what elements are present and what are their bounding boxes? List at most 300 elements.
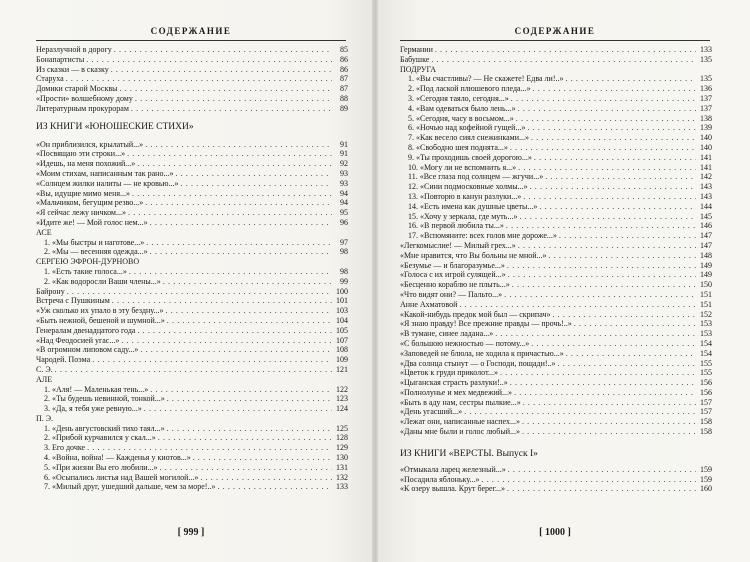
entry-title: «Вы, идущие мимо меня...» [36,188,131,198]
entry-page-number: 158 [700,417,712,427]
entry-page-number: 88 [340,93,348,103]
entry-page-number: 156 [700,378,712,388]
toc-entry [400,290,712,300]
dot-leader [508,465,696,475]
entry-page-number: 157 [700,407,712,417]
dot-leader [55,365,332,375]
section-title: ИЗ КНИГИ «ЮНОШЕСКИЕ СТИХИ» [36,121,194,132]
toc-entry [400,231,712,241]
toc-entry [400,349,712,359]
dot-leader [495,329,696,339]
entry-page-number: 142 [700,172,712,182]
entry-page-number: 149 [700,260,712,270]
dot-leader [150,385,332,395]
toc-group [36,45,348,114]
entry-title: «Полнолунье и мех медвежий...» [400,387,513,397]
toc-entry [400,368,712,378]
dot-leader [87,443,332,453]
entry-title: «Я сейчас лежу ничком...» [36,208,126,218]
entry-page-number: 128 [336,433,348,443]
toc-subheading [400,65,712,75]
entry-title: «Над Феодосией угас...» [36,335,120,345]
toc-subheading [36,414,348,424]
toc-entry [36,424,348,434]
toc-entry [400,270,712,280]
entry-title: «Посвящаю эти строки...» [36,149,126,159]
toc-entry [400,339,712,349]
entry-page-number: 108 [336,345,348,355]
entry-page-number: 136 [700,84,712,94]
dot-leader [135,94,332,104]
entry-title: Бабушке [400,54,430,64]
entry-page-number: 147 [700,231,712,241]
toc-subheading [36,257,348,267]
entry-title: «Мальчиком, бегущим резво...» [36,198,144,208]
dot-leader [92,355,332,365]
toc-entry [400,192,712,202]
book-gutter [372,0,378,562]
entry-title: Литературным прокурорам [36,103,129,113]
dot-leader [516,114,696,124]
running-head: СОДЕРЖАНИЕ [514,26,596,36]
dot-leader [181,179,332,189]
dot-leader [539,202,696,212]
entry-page-number: 91 [340,149,348,159]
toc-entry [36,84,348,94]
toc-entry [36,140,348,150]
entry-title: «Мне нравится, что Вы больны не мной...» [400,250,547,260]
toc-entry [400,182,712,192]
toc-entry [400,319,712,329]
dot-leader [435,45,696,55]
dot-leader [558,359,696,369]
dot-leader [574,319,696,329]
dot-leader [506,221,696,231]
toc-entry [400,378,712,388]
entry-title: 7. «Как весело сиял снежинками...» [408,133,529,143]
dot-leader [132,189,332,199]
entry-title: «День угасший...» [400,407,463,417]
entry-page-number: 129 [336,443,348,453]
dot-leader [167,394,332,404]
toc-entry [400,114,712,124]
entry-title: 6. «Осыпались листья над Вашей могилой...» [44,472,199,482]
entry-page-number: 105 [336,325,348,335]
entry-title: Бонапартисты [36,54,85,64]
toc-entry [400,465,712,475]
dot-leader [559,231,696,241]
entry-page-number: 147 [700,240,712,250]
dot-leader [545,172,696,182]
entry-title: АЛЕ [36,374,53,384]
toc-entry [400,241,712,251]
entry-title: 1. «Есть такие голоса...» [44,266,127,276]
entry-page-number: 94 [340,188,348,198]
toc-entry [36,149,348,159]
toc-entry [36,404,348,414]
dot-leader [140,345,332,355]
dot-leader [166,306,333,316]
toc-entry [36,385,348,395]
toc-entry [36,208,348,218]
page-number: [ 999 ] [177,527,205,538]
entry-page-number: 121 [336,364,348,374]
entry-title: «Что видят они? — Пальто...» [400,289,503,299]
dot-leader [523,192,696,202]
toc-entry [400,329,712,339]
dot-leader [193,453,332,463]
dot-leader [112,296,332,306]
toc-entry [36,267,348,277]
entry-title: «Я знаю правду! Все прежние правды — прочь!..» [400,319,572,329]
entry-title: 4. «Война, война! — Кажденья у киотов...» [44,453,191,463]
toc-group [400,45,712,437]
entry-page-number: 104 [336,315,348,325]
entry-page-number: 86 [340,54,348,64]
entry-title: «Какой-нибудь предок мой был — скрипач» [400,309,551,319]
toc-entry [36,238,348,248]
dot-leader [145,198,332,208]
entry-page-number: 138 [700,113,712,123]
entry-page-number: 154 [700,348,712,358]
entry-title: Из сказки — в сказку [36,64,109,74]
entry-page-number: 137 [700,93,712,103]
entry-title: 4. «Вам одеваться было лень...» [408,103,516,113]
entry-title: 2. «Прибой курчавился у скал...» [44,433,156,443]
entry-title: ПОДРУГА [400,64,437,74]
dot-leader [160,463,332,473]
toc-entry [36,473,348,483]
entry-title: «Два солнца стынут — о Господи, пощади!..» [400,358,556,368]
toc-entry [36,443,348,453]
toc-entry [400,104,712,114]
dot-leader [508,270,696,280]
entry-page-number: 97 [340,237,348,247]
dot-leader [523,398,696,408]
entry-title: 14. «Есть имена как душные цветы...» [408,201,538,211]
entry-page-number: 145 [700,211,712,221]
entry-page-number: 91 [340,139,348,149]
dot-leader [518,241,696,251]
entry-page-number: 160 [700,484,712,494]
dot-leader [217,482,332,492]
entry-page-number: 135 [700,54,712,64]
entry-page-number: 151 [700,299,712,309]
dot-leader [530,182,696,192]
toc-entry [400,55,712,65]
right-page [375,0,750,562]
entry-page-number: 151 [700,289,712,299]
entry-title: «Солнцем жилки налиты — не кровью...» [36,178,179,188]
entry-page-number: 107 [336,335,348,345]
toc-entry [36,189,348,199]
toc-entry [36,159,348,169]
toc-entry [36,179,348,189]
toc-entry [400,280,712,290]
entry-title: Домики старой Москвы [36,84,118,94]
entry-page-number: 92 [340,159,348,169]
entry-title: 5. «При жизни Вы его любили...» [44,462,158,472]
dot-leader [150,247,332,257]
entry-title: «Быть в аду нам, сестры пылкие...» [400,397,521,407]
entry-title: Германии [400,45,433,54]
entry-title: «Отмыкала ларец железный...» [400,464,506,474]
entry-page-number: 156 [700,387,712,397]
entry-title: 2. «Под лаской плюшевого пледа...» [408,84,531,94]
dot-leader [464,407,696,417]
entry-title: Встреча с Пушкиным [36,296,110,306]
dot-leader [511,94,696,104]
entry-title: 16. «В первой любила ты...» [408,221,504,231]
entry-page-number: 148 [700,250,712,260]
entry-page-number: 159 [700,464,712,474]
entry-page-number: 122 [336,384,348,394]
entry-page-number: 137 [700,103,712,113]
toc-entry [36,306,348,316]
toc-entry [36,247,348,257]
entry-title: «Он приблизился, крылатый...» [36,139,144,149]
entry-title: Генералам двенадцатого года [36,325,136,335]
dot-leader [510,378,696,388]
toc-entry [36,326,348,336]
entry-page-number: 157 [700,397,712,407]
entry-page-number: 100 [336,286,348,296]
entry-title: 9. «Ты проходишь своей дорогою...» [408,152,532,162]
entry-title: «Заповедей не блюла, не ходила к причастью...» [400,348,564,358]
toc-entry [36,74,348,84]
dot-leader [129,267,332,277]
dot-leader [522,417,696,427]
toc-entry [36,463,348,473]
entry-page-number: 93 [340,168,348,178]
dot-leader [459,300,696,310]
entry-title: «Голоса с их игрой сулящей...» [400,270,506,280]
dot-leader [131,104,332,114]
entry-page-number: 96 [340,217,348,227]
entry-page-number: 124 [336,404,348,414]
entry-title: «Посадила яблоньку...» [400,474,480,484]
entry-page-number: 152 [700,309,712,319]
entry-page-number: 141 [700,152,712,162]
toc-entry [400,123,712,133]
entry-title: 11. «Все глаза под солнцем — жгучи...» [408,172,544,182]
entry-title: «Цыганская страсть разлуки!..» [400,378,508,388]
toc-entry [36,94,348,104]
entry-page-number: 159 [700,474,712,484]
toc-entry [36,218,348,228]
entry-page-number: 155 [700,358,712,368]
toc-entry [36,198,348,208]
toc-entry [36,365,348,375]
entry-page-number: 143 [700,191,712,201]
entry-title: «Моим стихам, написанным так рано...» [36,168,174,178]
toc-entry [36,55,348,65]
entry-title: «Бесценно кораблю не плыть...» [400,280,510,290]
toc-entry [400,251,712,261]
dot-leader [500,368,696,378]
entry-title: 7. «Милый друг, ушедший дальше, чем за море!..» [44,482,216,492]
entry-title: 1. «Мы быстры и наготове...» [44,237,145,247]
entry-page-number: 146 [700,221,712,231]
toc-entry [400,163,712,173]
dot-leader [121,336,332,346]
dot-leader [566,74,697,84]
toc-entry [400,143,712,153]
running-head: СОДЕРЖАНИЕ [150,26,232,36]
entry-page-number: 153 [700,329,712,339]
entry-title: «Лежат они, написанные наспех...» [400,417,520,427]
entry-page-number: 155 [700,368,712,378]
dot-leader [144,404,332,414]
dot-leader [519,212,696,222]
toc-entry [400,300,712,310]
entry-page-number: 85 [340,45,348,54]
entry-page-number: 135 [700,74,712,84]
dot-leader [146,238,332,248]
toc-entry [36,453,348,463]
entry-page-number: 98 [340,247,348,257]
dot-leader [533,84,696,94]
header-rule [400,40,710,41]
dot-leader [137,159,332,169]
entry-title: «Безумье — и благоразумье...» [400,260,505,270]
toc-entry [400,133,712,143]
dot-leader [482,475,696,485]
dot-leader [534,153,696,163]
toc-entry [36,433,348,443]
toc-entry [400,484,712,494]
entry-title: Анне Ахматовой [400,299,458,309]
entry-page-number: 95 [340,208,348,218]
dot-leader [86,55,332,65]
entry-page-number: 132 [336,472,348,482]
entry-title: 15. «Хочу у зеркала, где муть...» [408,211,518,221]
entry-title: Байрону [36,286,65,296]
entry-title: П. Э. [36,413,54,423]
entry-title: С. Э. [36,364,53,374]
entry-title: 3. «Да, я тебя уже ревную...» [44,404,142,414]
entry-title: 6. «Ночью над кофейной гущей...» [408,123,526,133]
toc-entry [400,310,712,320]
entry-page-number: 130 [336,453,348,463]
entry-title: Старуха [36,74,64,84]
entry-page-number: 143 [700,182,712,192]
dot-leader [145,140,332,150]
dot-leader [549,251,696,261]
entry-title: 17. «Вспомяните: всех голов мне дороже...» [408,231,557,241]
entry-title: «Даны мне были и голос любый...» [400,427,520,437]
entry-page-number: 86 [340,64,348,74]
toc-entry [36,287,348,297]
entry-title: Чародей. Поэма [36,355,91,365]
toc-list [400,45,712,494]
entry-title: «С большою нежностью — потому...» [400,338,530,348]
dot-leader [150,218,332,228]
dot-leader [167,316,332,326]
entry-page-number: 131 [336,462,348,472]
dot-leader [527,123,696,133]
toc-entry [400,261,712,271]
dot-leader [552,310,696,320]
dot-leader [504,290,696,300]
toc-subheading [36,228,348,238]
entry-page-number: 139 [700,123,712,133]
entry-page-number: 103 [336,306,348,316]
entry-page-number: 123 [336,394,348,404]
dot-leader [507,484,696,494]
dot-leader [518,104,696,114]
toc-list [36,45,348,492]
toc-entry [36,296,348,306]
entry-title: 3. Его дочке [44,443,86,453]
toc-entry [400,74,712,84]
entry-title: «К озеру вышла. Крут берег...» [400,484,505,494]
dot-leader [566,349,696,359]
entry-title: «В тумане, синее ладана...» [400,329,494,339]
entry-title: 8. «Свободно шея поднята...» [408,142,508,152]
entry-page-number: 87 [340,84,348,94]
entry-title: 5. «Сегодня, часу в восьмом...» [408,113,514,123]
toc-entry [400,359,712,369]
entry-title: «Цветок к груди приколот...» [400,368,498,378]
toc-entry [400,45,712,55]
dot-leader [158,433,332,443]
dot-leader [518,163,696,173]
entry-title: «Прости» волшебному дому [36,93,133,103]
dot-leader [111,65,332,75]
header-rule [36,40,346,41]
entry-title: «В огромном липовом саду...» [36,345,139,355]
entry-page-number: 140 [700,142,712,152]
toc-entry [400,398,712,408]
page-number: [ 1000 ] [539,527,571,538]
entry-page-number: 150 [700,280,712,290]
toc-entry [400,427,712,437]
entry-title: 3. «Сегодня таяло, сегодня...» [408,93,509,103]
toc-entry [36,482,348,492]
entry-title: «Быть нежной, бешеной и шумной...» [36,315,165,325]
entry-title: Неразлучной в дорогу [36,45,112,54]
entry-page-number: 94 [340,198,348,208]
toc-entry [36,355,348,365]
dot-leader [114,45,332,55]
toc-subheading [36,375,348,385]
dot-leader [531,133,696,143]
entry-page-number: 153 [700,319,712,329]
toc-entry [400,202,712,212]
dot-leader [175,169,332,179]
dot-leader [67,287,332,297]
entry-page-number: 87 [340,74,348,84]
entry-page-number: 133 [336,482,348,492]
entry-page-number: 149 [700,270,712,280]
dot-leader [163,277,332,287]
entry-title: СЕРГЕЮ ЭФРОН-ДУРНОВО [36,257,140,267]
toc-entry [400,94,712,104]
dot-leader [200,473,332,483]
entry-title: 2. «Ты будешь невинной, тонкой...» [44,394,165,404]
entry-title: 13. «Повторю в канун разлуки...» [408,191,522,201]
toc-entry [400,84,712,94]
dot-leader [512,280,696,290]
toc-entry [36,65,348,75]
entry-title: 1. «Вы счастливы? — Не скажете! Едва ли!..» [408,74,564,84]
toc-entry [36,336,348,346]
dot-leader [127,149,332,159]
toc-entry [400,388,712,398]
entry-page-number: 93 [340,178,348,188]
entry-page-number: 140 [700,133,712,143]
